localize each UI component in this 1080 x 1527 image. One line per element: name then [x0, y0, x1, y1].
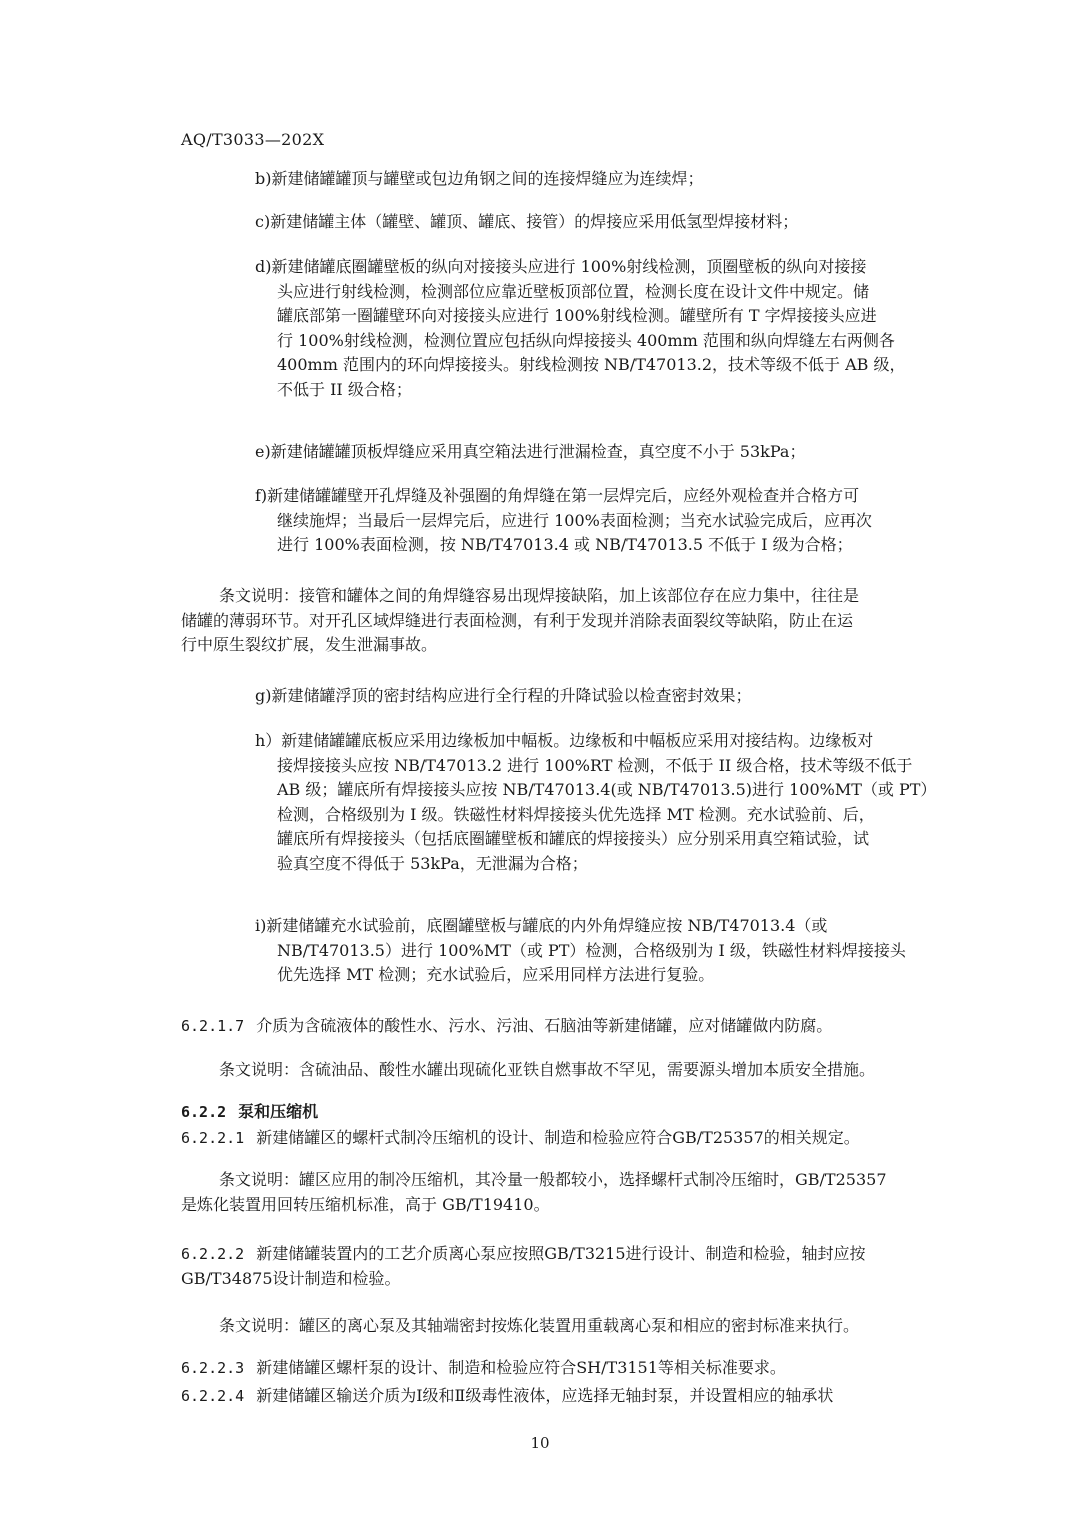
clause-number: 6.2.2.3	[181, 1359, 245, 1377]
text-line: 储罐的薄弱环节。对开孔区域焊缝进行表面检测，有利于发现并消除表面裂纹等缺陷，防止在运	[181, 610, 854, 630]
explanatory-note	[181, 1058, 980, 1083]
clause-number: 6.2.2.2	[181, 1245, 245, 1263]
explanatory-note	[181, 584, 980, 658]
text-line: 行 100%射线检测，检测位置应包括纵向焊接接头 400mm 范围和纵向焊缝左右两侧各	[277, 330, 895, 350]
item-g	[255, 684, 980, 709]
text-line: c)新建储罐主体（罐壁、罐顶、罐底、接管）的焊接应采用低氢型焊接材料；	[255, 212, 799, 231]
text-line: b)新建储罐罐顶与罐壁或包边角钢之间的连接焊缝应为连续焊；	[255, 169, 704, 188]
item-h	[255, 729, 980, 876]
text-line: 行中原生裂纹扩展，发生泄漏事故。	[181, 635, 438, 654]
text-line: 优先选择 MT 检测；充水试验后，应采用同样方法进行复验。	[277, 965, 715, 984]
text-line: 条文说明：接管和罐体之间的角焊缝容易出现焊接缺陷，加上该部位存在应力集中，往往是	[219, 586, 860, 605]
text-line: 罐底部第一圈罐壁环向对接接头应进行 100%射线检测。罐壁所有 T 字焊接接头应进	[277, 306, 877, 325]
text-line: 400mm 范围内的环向焊接接头。射线检测按 NB/T47013.2，技术等级不低于 AB 级，	[277, 355, 906, 374]
text-line: 是炼化装置用回转压缩机标准，高于 GB/T19410。	[181, 1194, 550, 1214]
section-heading	[181, 1100, 980, 1125]
clause-text: 介质为含硫液体的酸性水、污水、污油、石脑油等新建储罐，应对储罐做内防腐。	[256, 1016, 833, 1035]
text-line: f)新建储罐罐壁开孔焊缝及补强圈的角焊缝在第一层焊完后，应经外观检查并合格方可	[255, 486, 860, 505]
text-line: 条文说明：罐区应用的制冷压缩机，其冷量一般都较小，选择螺杆式制冷压缩时，GB/T25357	[219, 1170, 887, 1189]
item-d	[255, 255, 980, 402]
section-title: 泵和压缩机	[238, 1102, 319, 1121]
text-line: AB 级；罐底所有焊接接头应按 NB/T47013.4(或 NB/T47013.5)进行 100%MT（或 PT）	[277, 780, 937, 799]
item-f	[255, 484, 980, 558]
text-line: 接焊接接头应按 NB/T47013.2 进行 100%RT 检测，不低于 II 级合格，技术等级不低于	[277, 755, 913, 775]
clause-text: 新建储罐区输送介质为Ⅰ级和Ⅱ级毒性液体，应选择无轴封泵，并设置相应的轴承状	[256, 1386, 834, 1405]
text-line: 检测，合格级别为 I 级。铁磁性材料焊接接头优先选择 MT 检测。充水试验前、后，	[277, 804, 875, 824]
clause-text: 新建储罐装置内的工艺介质离心泵应按照GB/T3215进行设计、制造和检验，轴封应按	[256, 1244, 866, 1263]
text-line: h）新建储罐罐底板应采用边缘板加中幅板。边缘板和中幅板应采用对接结构。边缘板对	[255, 731, 874, 750]
text-line: GB/T34875设计制造和检验。	[181, 1268, 401, 1288]
text-line: 头应进行射线检测，检测部位应靠近壁板顶部位置，检测长度在设计文件中规定。储	[277, 281, 870, 301]
text-line: d)新建储罐底圈罐壁板的纵向对接接头应进行 100%射线检测，顶圈壁板的纵向对接接	[255, 257, 867, 276]
item-e	[255, 440, 980, 465]
clause-text: 新建储罐区的螺杆式制冷压缩机的设计、制造和检验应符合GB/T25357的相关规定。	[256, 1128, 860, 1147]
clause-6-2-2-4	[181, 1384, 980, 1409]
clause-number: 6.2.2.4	[181, 1387, 245, 1405]
page-number: 10	[530, 1434, 550, 1452]
clause-6-2-2-2	[181, 1242, 980, 1291]
document-code: AQ/T3033—202X	[181, 130, 325, 149]
text-line: 进行 100%表面检测，按 NB/T47013.4 或 NB/T47013.5 不低于 I 级为合格；	[277, 535, 853, 554]
section-number: 6.2.2	[181, 1103, 227, 1121]
text-line: 验真空度不得低于 53kPa，无泄漏为合格；	[277, 853, 588, 873]
text-line: 条文说明：罐区的离心泵及其轴端密封按炼化装置用重载离心泵和相应的密封标准来执行。	[219, 1316, 860, 1335]
clause-number: 6.2.1.7	[181, 1017, 245, 1035]
text-line: 继续施焊；当最后一层焊完后，应进行 100%表面检测；当充水试验完成后，应再次	[277, 510, 872, 530]
item-c	[255, 210, 980, 235]
item-i	[255, 914, 980, 988]
clause-text: 新建储罐区螺杆泵的设计、制造和检验应符合SH/T3151等相关标准要求。	[256, 1358, 786, 1377]
text-line: e)新建储罐罐顶板焊缝应采用真空箱法进行泄漏检查，真空度不小于 53kPa；	[255, 442, 806, 461]
text-line: NB/T47013.5）进行 100%MT（或 PT）检测，合格级别为 I 级，铁磁性材料焊接接头	[277, 940, 906, 960]
text-line: 条文说明：含硫油品、酸性水罐出现硫化亚铁自燃事故不罕见，需要源头增加本质安全措施。	[219, 1060, 876, 1079]
text-line: 罐底所有焊接接头（包括底圈罐壁板和罐底的焊接接头）应分别采用真空箱试验，试	[277, 829, 870, 848]
item-b	[255, 167, 980, 192]
clause-6-2-1-7	[181, 1014, 980, 1039]
text-line: 不低于 II 级合格；	[277, 379, 412, 399]
clause-number: 6.2.2.1	[181, 1129, 245, 1147]
text-line: g)新建储罐浮顶的密封结构应进行全行程的升降试验以检查密封效果；	[255, 686, 752, 705]
clause-6-2-2-3	[181, 1356, 980, 1381]
explanatory-note	[181, 1168, 980, 1217]
text-line: i)新建储罐充水试验前，底圈罐壁板与罐底的内外角焊缝应按 NB/T47013.4（或	[255, 916, 828, 935]
explanatory-note	[181, 1314, 980, 1339]
clause-6-2-2-1	[181, 1126, 980, 1151]
